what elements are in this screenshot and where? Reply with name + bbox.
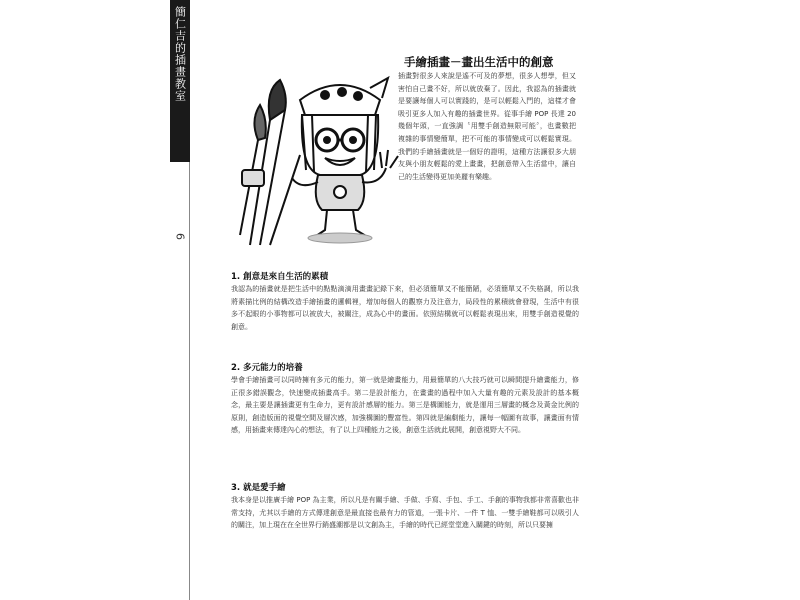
- section-body-2: 學會手繪插畫可以同時擁有多元的能力，第一就是繪畫能力，用最簡單的八大技巧就可以瞬間提升繪畫能力，修正很多錯誤觀念，快速變成插畫高手。第二是設計能力，在畫畫的過程中加入大量有趣的元素及設計的基本概念，最主要是讓插畫更有生命力，更有設計感層的能力。第三是構圖能力，就是運用三層畫的概念及黃金比例的原則，創造版面的視覺空間及層次感，加強構圖的豐富性。第四就是編劇能力，讓每一幅圖有故事，讓畫面有情感，用插畫來傳達內心的想法，有了以上四種能力之後，創意生活就此展開，創意視野大不同。: [231, 376, 579, 435]
- section-title-2: 2. 多元能力的培養: [231, 363, 303, 373]
- chapter-side-tab: [170, 0, 190, 162]
- intro-paragraph: 插畫對很多人來說是遙不可及的夢想，很多人想學，但又害怕自己畫不好，所以就放棄了。因此，我認為的插畫就是要讓每個人可以實踐的，是可以輕鬆入門的，這樣才會吸引更多人加入有趣的插畫世界。從事手繪 POP 長達 20 幾個年頭，一直強調〝用雙手創造無限可能〞，也畫數把複雜的事情變簡單，把不可能的事情變成可以輕鬆實現。我們的手繪插畫就是一個好的證明，這種方法讓很多大朋友與小朋友輕鬆的愛上畫畫，把創意帶入生活當中，讓自己的生活變得更加美麗有樂趣。: [398, 72, 576, 181]
- page-number: 6: [173, 233, 187, 240]
- article-title: 手繪插畫－畫出生活中的創意: [404, 55, 554, 69]
- section-body-1: 我認為的插畫就是把生活中的點點滴滴用畫畫記錄下來，但必須簡單又不能簡陋，必須簡單又不失格調，所以我將素描比例的結構改造手繪插畫的邏輯裡，增加每個人的觀察力及注意力，局段性的累積就會發現，生活中有很多不起眼的小事物都可以被放大，被關注，成為心中的畫面。依照結構就可以輕鬆表現出來，用雙手創造視覺的創意。: [231, 285, 579, 331]
- section-title-1: 1. 創意是來自生活的累積: [231, 272, 329, 282]
- page-margin-rule: [189, 162, 190, 600]
- cartoon-character-illustration: [230, 60, 410, 250]
- chapter-side-tab-label: 簡仁吉的插畫教室: [173, 6, 187, 102]
- section-title-3: 3. 就是愛手繪: [231, 483, 286, 493]
- section-body-3: 我本身是以推廣手繪 POP 為主業，所以凡是有關手繪、手做、手寫、手包、手工、手創的事物我都非常喜歡也非常支持，尤其以手繪的方式傳達創意是最直接也最有力的管道，一張卡片、一件 T 恤、一雙手繪鞋都可以吸引人的關注，加上現在在全世界行銷盛潮都是以文創為主，手繪的時代已經堂堂進入關鍵的時刻，所以只要擁: [231, 496, 579, 530]
